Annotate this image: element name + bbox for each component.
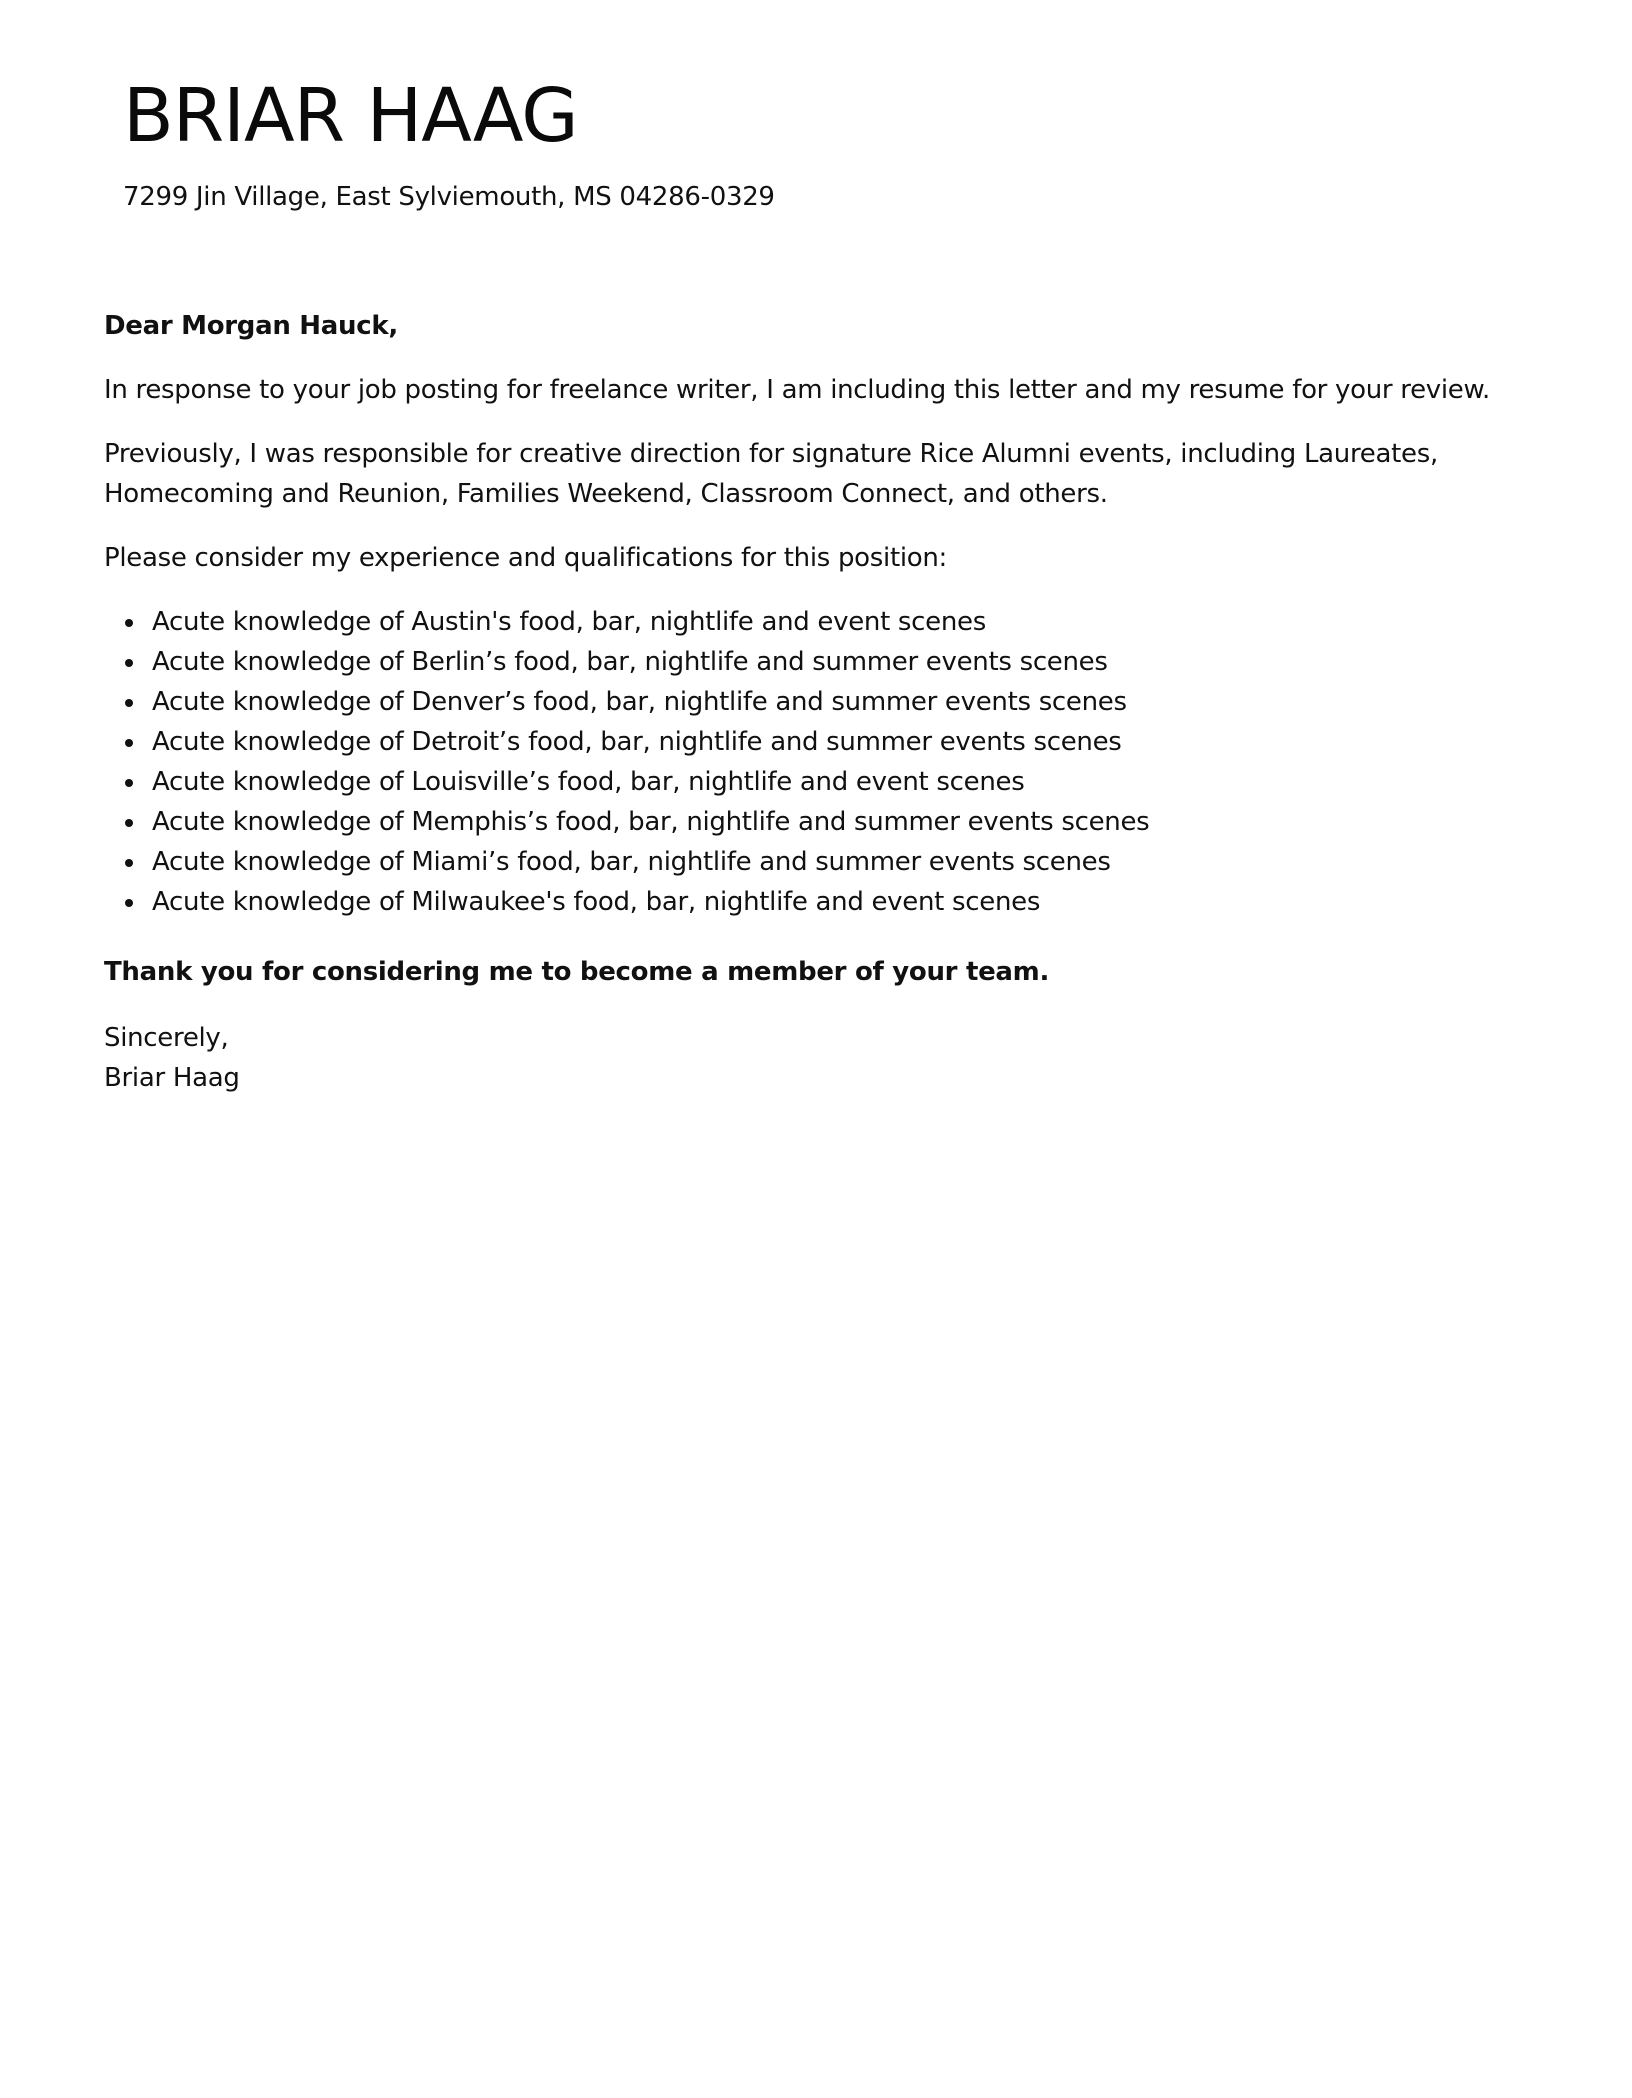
applicant-address: 7299 Jin Village, East Sylviemouth, MS 04286-0329	[123, 182, 775, 212]
qualifications-list	[104, 602, 1544, 922]
list-item: Acute knowledge of Memphis’s food, bar, nightlife and summer events scenes	[152, 802, 1544, 842]
closing-word: Sincerely,	[104, 1023, 229, 1053]
intro-paragraph: In response to your job posting for freelance writer, I am including this letter and my resume for your review.	[104, 375, 1491, 405]
list-item: Acute knowledge of Detroit’s food, bar, nightlife and summer events scenes	[152, 722, 1544, 762]
letter-header	[123, 70, 775, 214]
letter-body	[104, 306, 1544, 1098]
experience-paragraph: Previously, I was responsible for creative direction for signature Rice Alumni events, including Laureates, Homecoming and Reunion, Families Weekend, Classroom Connect, and others.	[104, 439, 1438, 509]
salutation: Dear Morgan Hauck,	[104, 311, 398, 341]
list-item: Acute knowledge of Berlin’s food, bar, nightlife and summer events scenes	[152, 642, 1544, 682]
signature-name: Briar Haag	[104, 1063, 240, 1093]
qualifications-intro: Please consider my experience and qualifications for this position:	[104, 543, 948, 573]
list-item: Acute knowledge of Austin's food, bar, nightlife and event scenes	[152, 602, 1544, 642]
list-item: Acute knowledge of Milwaukee's food, bar, nightlife and event scenes	[152, 882, 1544, 922]
list-item: Acute knowledge of Louisville’s food, bar, nightlife and event scenes	[152, 762, 1544, 802]
thank-you-line: Thank you for considering me to become a member of your team.	[104, 957, 1050, 987]
applicant-name: BRIAR HAAG	[123, 73, 578, 159]
list-item: Acute knowledge of Miami’s food, bar, nightlife and summer events scenes	[152, 842, 1544, 882]
signoff-block	[104, 1018, 1544, 1098]
list-item: Acute knowledge of Denver’s food, bar, nightlife and summer events scenes	[152, 682, 1544, 722]
